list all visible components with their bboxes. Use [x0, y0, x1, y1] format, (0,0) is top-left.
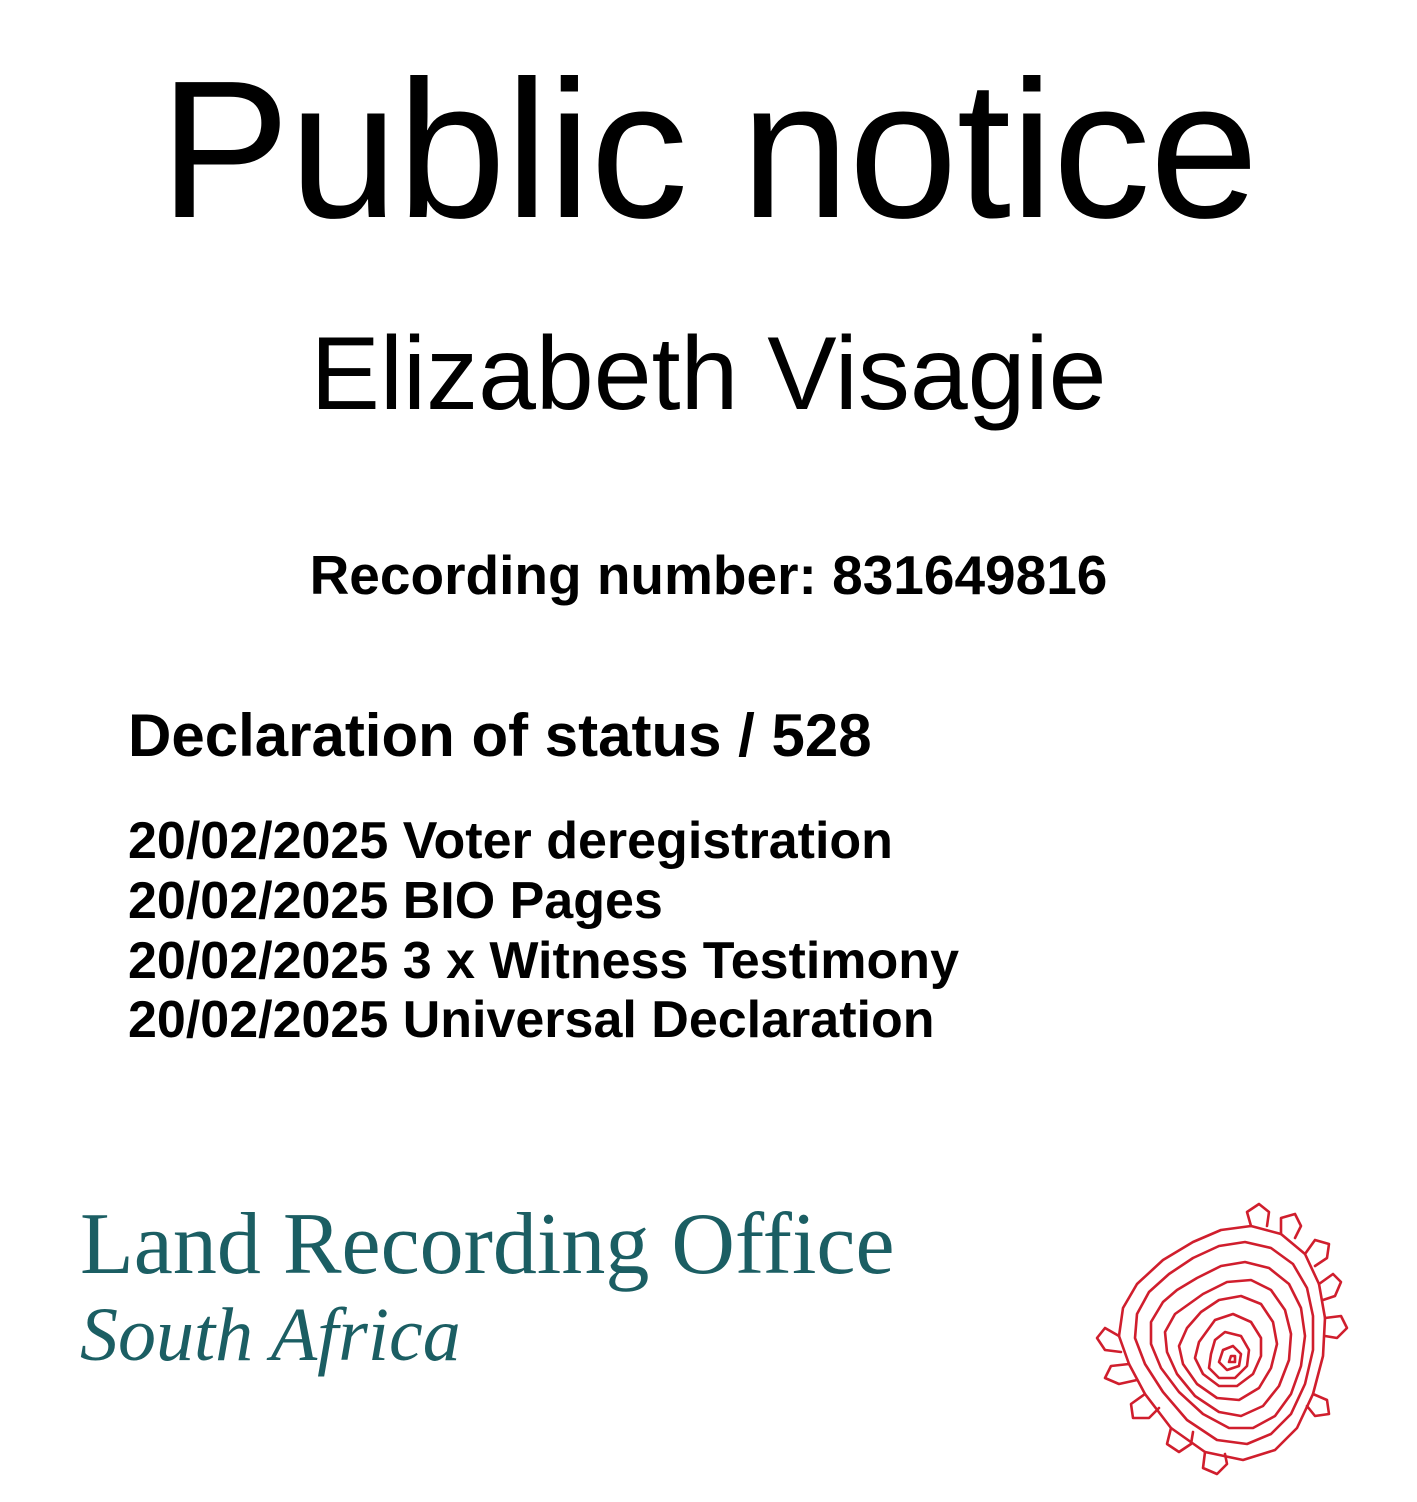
entry-list	[128, 812, 1308, 1051]
recording-number: Recording number: 831649816	[309, 544, 1108, 606]
declaration-heading: Declaration of status / 528	[128, 702, 872, 769]
list-item: 20/02/2025 3 x Witness Testimony	[128, 931, 959, 990]
list-item: 20/02/2025 Voter deregistration	[128, 812, 893, 870]
south-africa-fingerprint-map-icon	[1075, 1188, 1365, 1478]
list-item: 20/02/2025 BIO Pages	[128, 871, 663, 930]
organisation-country: South Africa	[80, 1292, 461, 1377]
organisation-logo	[80, 1196, 1090, 1377]
subject-name: Elizabeth Visagie	[310, 316, 1107, 432]
page-title: Public notice	[159, 40, 1258, 259]
organisation-name: Land Recording Office	[80, 1196, 895, 1293]
list-item: 20/02/2025 Universal Declaration	[128, 991, 935, 1050]
